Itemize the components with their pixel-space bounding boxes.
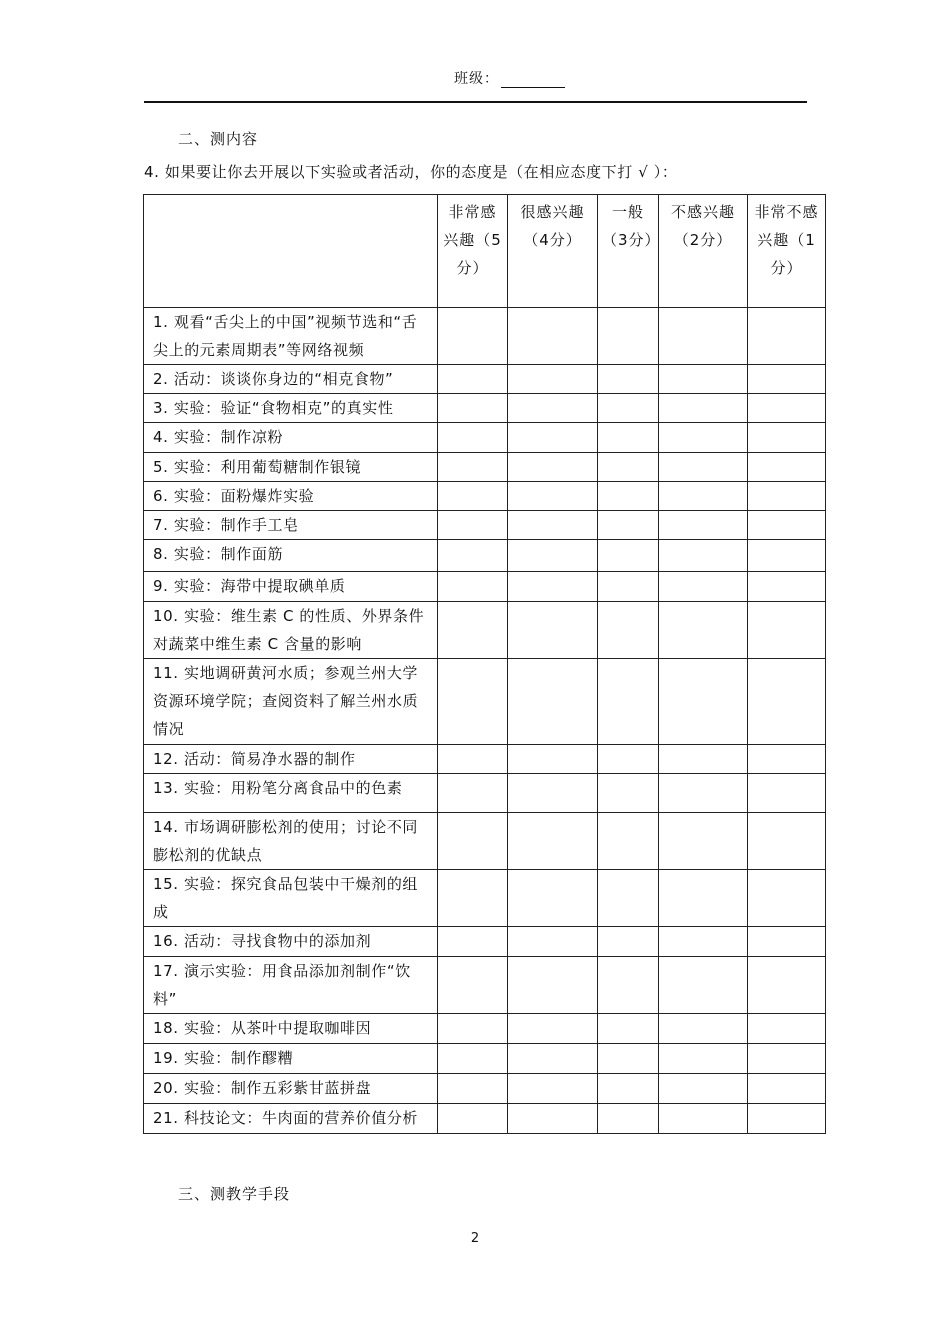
table-row <box>144 1044 826 1074</box>
rating-cell[interactable] <box>598 540 659 572</box>
header-blank-cell <box>144 195 438 308</box>
table-row <box>144 927 826 957</box>
rating-cell[interactable] <box>508 1104 598 1134</box>
rating-cell[interactable] <box>438 1044 508 1074</box>
table-row <box>144 813 826 870</box>
activity-label: 2. 活动：谈谈你身边的“相克食物” <box>144 365 438 394</box>
rating-cell[interactable] <box>598 602 659 659</box>
rating-cell[interactable] <box>508 540 598 572</box>
rating-cell[interactable] <box>438 1074 508 1104</box>
rating-cell[interactable] <box>438 957 508 1014</box>
rating-cell[interactable] <box>438 365 508 394</box>
rating-cell[interactable] <box>748 813 826 870</box>
rating-cell[interactable] <box>438 482 508 511</box>
table-row <box>144 1104 826 1134</box>
rating-cell[interactable] <box>598 453 659 482</box>
rating-cell[interactable] <box>659 308 748 365</box>
table-row <box>144 453 826 482</box>
table-row <box>144 365 826 394</box>
rating-cell[interactable] <box>598 1074 659 1104</box>
column-very-interested: 非常感兴趣（5分） <box>438 195 508 308</box>
rating-cell[interactable] <box>438 774 508 813</box>
activity-label: 5. 实验：利用葡萄糖制作银镜 <box>144 453 438 482</box>
table-row <box>144 870 826 927</box>
rating-cell[interactable] <box>508 774 598 813</box>
rating-cell[interactable] <box>659 1074 748 1104</box>
table-row <box>144 540 826 572</box>
activity-label: 10. 实验：维生素 C 的性质、外界条件对蔬菜中维生素 C 含量的影响 <box>144 602 438 659</box>
rating-cell[interactable] <box>748 602 826 659</box>
section-three-title: 三、测教学手段 <box>178 1185 291 1203</box>
activity-label: 9. 实验：海带中提取碘单质 <box>144 572 438 602</box>
rating-cell[interactable] <box>438 308 508 365</box>
rating-cell[interactable] <box>598 394 659 423</box>
table-row <box>144 659 826 745</box>
table-row <box>144 511 826 540</box>
rating-cell[interactable] <box>748 745 826 774</box>
rating-cell[interactable] <box>748 957 826 1014</box>
rating-cell[interactable] <box>508 659 598 745</box>
rating-cell[interactable] <box>438 745 508 774</box>
table-row <box>144 423 826 453</box>
table-row <box>144 774 826 813</box>
rating-cell[interactable] <box>438 813 508 870</box>
rating-cell[interactable] <box>748 365 826 394</box>
activity-label: 14. 市场调研膨松剂的使用；讨论不同膨松剂的优缺点 <box>144 813 438 870</box>
rating-cell[interactable] <box>508 394 598 423</box>
rating-cell[interactable] <box>598 511 659 540</box>
activity-label: 16. 活动：寻找食物中的添加剂 <box>144 927 438 957</box>
rating-cell[interactable] <box>598 927 659 957</box>
column-quite-interested: 很感兴趣（4分） <box>508 195 598 308</box>
page-number: 2 <box>470 1231 480 1246</box>
rating-cell[interactable] <box>438 659 508 745</box>
rating-cell[interactable] <box>598 870 659 927</box>
table-row <box>144 308 826 365</box>
rating-cell[interactable] <box>598 813 659 870</box>
rating-cell[interactable] <box>748 572 826 602</box>
rating-cell[interactable] <box>508 482 598 511</box>
rating-cell[interactable] <box>748 453 826 482</box>
attitude-table <box>143 194 826 1134</box>
rating-cell[interactable] <box>598 1044 659 1074</box>
rating-cell[interactable] <box>438 1104 508 1134</box>
column-neutral: 一般（3分） <box>598 195 659 308</box>
rating-cell[interactable] <box>438 927 508 957</box>
table-row <box>144 602 826 659</box>
rating-cell[interactable] <box>508 1044 598 1074</box>
rating-cell[interactable] <box>438 572 508 602</box>
activity-label: 12. 活动：简易净水器的制作 <box>144 745 438 774</box>
rating-cell[interactable] <box>598 572 659 602</box>
rating-cell[interactable] <box>598 423 659 453</box>
column-very-uninterested: 非常不感兴趣（1分） <box>748 195 826 308</box>
rating-cell[interactable] <box>438 540 508 572</box>
rating-cell[interactable] <box>748 308 826 365</box>
rating-cell[interactable] <box>748 774 826 813</box>
rating-cell[interactable] <box>598 745 659 774</box>
rating-cell[interactable] <box>659 870 748 927</box>
table-row <box>144 482 826 511</box>
rating-cell[interactable] <box>508 1014 598 1044</box>
activity-label: 18. 实验：从茶叶中提取咖啡因 <box>144 1014 438 1044</box>
rating-cell[interactable] <box>659 659 748 745</box>
rating-cell[interactable] <box>659 572 748 602</box>
rating-cell[interactable] <box>598 774 659 813</box>
table-header-row <box>144 195 826 308</box>
table-row <box>144 1074 826 1104</box>
rating-cell[interactable] <box>508 957 598 1014</box>
rating-cell[interactable] <box>508 365 598 394</box>
activity-label: 15. 实验：探究食品包装中干燥剂的组成 <box>144 870 438 927</box>
table-row <box>144 1014 826 1044</box>
activity-label: 13. 实验：用粉笔分离食品中的色素 <box>144 774 438 813</box>
rating-cell[interactable] <box>508 602 598 659</box>
table-row <box>144 572 826 602</box>
rating-cell[interactable] <box>598 1014 659 1044</box>
rating-cell[interactable] <box>508 423 598 453</box>
rating-cell[interactable] <box>748 1074 826 1104</box>
activity-label: 19. 实验：制作醪糟 <box>144 1044 438 1074</box>
rating-cell[interactable] <box>748 870 826 927</box>
rating-cell[interactable] <box>659 511 748 540</box>
activity-label: 20. 实验：制作五彩紫甘蓝拼盘 <box>144 1074 438 1104</box>
rating-cell[interactable] <box>659 540 748 572</box>
activity-label: 1. 观看“舌尖上的中国”视频节选和“舌尖上的元素周期表”等网络视频 <box>144 308 438 365</box>
rating-cell[interactable] <box>438 1014 508 1044</box>
rating-cell[interactable] <box>598 659 659 745</box>
table-row <box>144 745 826 774</box>
rating-cell[interactable] <box>508 745 598 774</box>
rating-cell[interactable] <box>659 602 748 659</box>
rating-cell[interactable] <box>748 659 826 745</box>
rating-cell[interactable] <box>438 453 508 482</box>
rating-cell[interactable] <box>659 1014 748 1044</box>
rating-cell[interactable] <box>748 927 826 957</box>
rating-cell[interactable] <box>598 1104 659 1134</box>
rating-cell[interactable] <box>659 482 748 511</box>
column-not-interested: 不感兴趣（2分） <box>659 195 748 308</box>
class-field <box>454 68 565 88</box>
activity-label: 3. 实验：验证“食物相克”的真实性 <box>144 394 438 423</box>
rating-cell[interactable] <box>598 308 659 365</box>
rating-cell[interactable] <box>748 423 826 453</box>
rating-cell[interactable] <box>659 365 748 394</box>
rating-cell[interactable] <box>659 1044 748 1074</box>
rating-cell[interactable] <box>598 482 659 511</box>
rating-cell[interactable] <box>659 453 748 482</box>
rating-cell[interactable] <box>438 423 508 453</box>
rating-cell[interactable] <box>508 572 598 602</box>
rating-cell[interactable] <box>659 745 748 774</box>
rating-cell[interactable] <box>508 813 598 870</box>
rating-cell[interactable] <box>598 957 659 1014</box>
rating-cell[interactable] <box>748 511 826 540</box>
activity-label: 11. 实地调研黄河水质；参观兰州大学资源环境学院；查阅资料了解兰州水质情况 <box>144 659 438 745</box>
rating-cell[interactable] <box>748 394 826 423</box>
rating-cell[interactable] <box>748 1014 826 1044</box>
section-two-title: 二、测内容 <box>178 130 259 148</box>
rating-cell[interactable] <box>659 423 748 453</box>
rating-cell[interactable] <box>748 482 826 511</box>
header-divider <box>144 101 807 103</box>
table-row <box>144 957 826 1014</box>
activity-label: 6. 实验：面粉爆炸实验 <box>144 482 438 511</box>
rating-cell[interactable] <box>438 870 508 927</box>
rating-cell[interactable] <box>508 453 598 482</box>
question-4: 4. 如果要让你去开展以下实验或者活动，你的态度是（在相应态度下打 √ ）： <box>144 163 678 181</box>
activity-label: 17. 演示实验：用食品添加剂制作“饮料” <box>144 957 438 1014</box>
rating-cell[interactable] <box>748 1104 826 1134</box>
rating-cell[interactable] <box>508 511 598 540</box>
activity-label: 21. 科技论文：牛肉面的营养价值分析 <box>144 1104 438 1134</box>
rating-cell[interactable] <box>508 1074 598 1104</box>
rating-cell[interactable] <box>438 394 508 423</box>
activity-label: 7. 实验：制作手工皂 <box>144 511 438 540</box>
rating-cell[interactable] <box>508 870 598 927</box>
rating-cell[interactable] <box>659 1104 748 1134</box>
rating-cell[interactable] <box>748 540 826 572</box>
rating-cell[interactable] <box>659 813 748 870</box>
rating-cell[interactable] <box>748 1044 826 1074</box>
class-blank-line <box>501 73 565 88</box>
rating-cell[interactable] <box>438 511 508 540</box>
rating-cell[interactable] <box>598 365 659 394</box>
rating-cell[interactable] <box>508 927 598 957</box>
table-row <box>144 394 826 423</box>
rating-cell[interactable] <box>438 602 508 659</box>
rating-cell[interactable] <box>508 308 598 365</box>
activity-label: 8. 实验：制作面筋 <box>144 540 438 572</box>
rating-cell[interactable] <box>659 394 748 423</box>
activity-label: 4. 实验：制作凉粉 <box>144 423 438 453</box>
rating-cell[interactable] <box>659 927 748 957</box>
rating-cell[interactable] <box>659 957 748 1014</box>
rating-cell[interactable] <box>659 774 748 813</box>
class-label: 班级： <box>454 71 499 87</box>
